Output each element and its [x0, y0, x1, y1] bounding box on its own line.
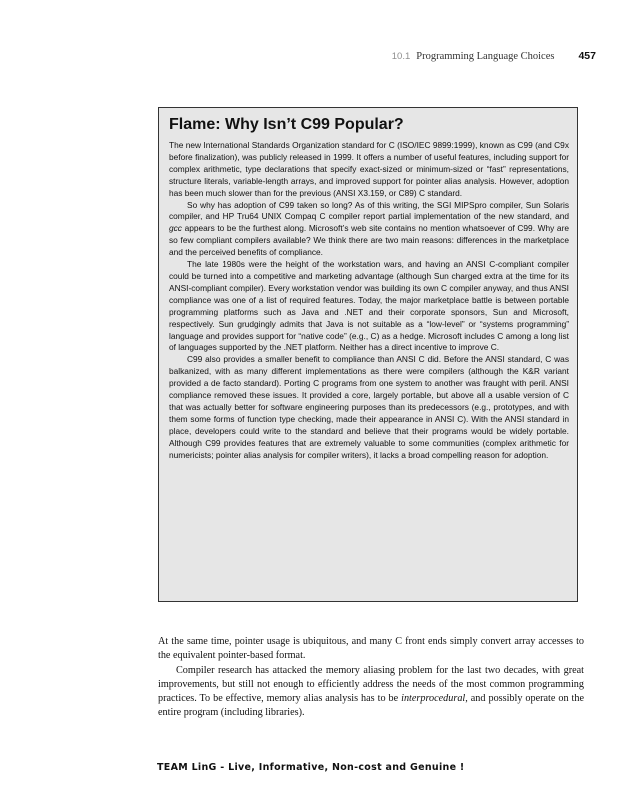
- body-paragraph-2-emphasis: interprocedural: [401, 693, 466, 705]
- sidebar-paragraph-4: C99 also provides a smaller benefit to compliance than ANSI C did. Before the ANSI standard, C was balkanized, with as many different implementations as there were compilers (although the K&R variant provided a de facto standard). Porting C programs from one system to another was fraught with peril. ANSI compliance removed these issues. It provided a core, largely portable, but above all a usable version of C that was actually better for software engineering purposes than its predecessors (e.g., prototypes, and with them some forms of function type checking, made their appearance in ANSI C). With the ANSI standard in place, developers could write to the standard and believe that their programs would be widely portable. Although C99 provides features that are extremely valuable to some communities (complex arithmetic for numericists; pointer alias analysis for compiler writers), it lacks a broad compelling reason for adoption.: [169, 354, 569, 460]
- running-header: [380, 50, 596, 62]
- running-title: Programming Language Choices: [416, 51, 555, 62]
- sidebar-paragraph-2-part-b: appears to be the furthest along. Microsoft’s web site contains no mention whatsoever of C99. Why are so few compliant compilers available? We think there are two main reasons: differences in the marketplace and the perceived benefits of compliance.: [169, 223, 569, 258]
- body-paragraph-2: [158, 664, 584, 721]
- page-number: 457: [578, 50, 596, 62]
- sidebar-paragraph-1: The new International Standards Organization standard for C (ISO/IEC 9899:1999), known as C99 (and C9x before finalization), was publicly released in 1999. It offers a number of useful features, including support for complex arithmetic, type declarations that specify exact-sized or minimum-sized or “fast” representations, structure literals, variable-length arrays, and improved support for pointer alias analysis. However, adoption has been much slower than for the previous (ANSI X3.159, or C89) C standard.: [169, 140, 569, 198]
- sidebar-paragraph-2-emphasis: gcc: [169, 223, 182, 234]
- sidebar-paragraph-2: [169, 200, 569, 260]
- sidebar-title: Flame: Why Isn’t C99 Popular?: [169, 116, 404, 133]
- sidebar-box: [158, 107, 578, 602]
- body-paragraph-1: At the same time, pointer usage is ubiquitous, and many C front ends simply convert array accesses to the equivalent pointer-based format.: [158, 636, 584, 662]
- section-number: 10.1: [391, 51, 411, 62]
- main-body-text: [158, 635, 584, 721]
- sidebar-paragraph-3: The late 1980s were the height of the workstation wars, and having an ANSI C-compliant compiler could be turned into a competitive and marketing advantage (although Sun charged extra at the time for its ANSI-compliant compiler). Every workstation vendor was building its own C compiler anyway, and thus ANSI compliance was one of a list of required features. Today, the major marketplace battle is between portable programming platforms such as Java and .NET and their corporate sponsors, Sun and Microsoft, respectively. Sun grudgingly admits that Java is not suitable as a “low-level” or “systems programming” language and provides support for “native code” (e.g., C) as a hedge. Microsoft includes C among a long list of languages supported by the .NET platform. Neither has a direct incentive to improve C.: [169, 259, 569, 353]
- sidebar-paragraph-2-part-a: So why has adoption of C99 taken so long? As of this writing, the SGI MIPSpro compiler, Sun Solaris compiler, and HP Tru64 UNIX Compaq C compiler report partial implementation of the new standard, and: [169, 199, 569, 222]
- footer-watermark: TEAM LinG - Live, Informative, Non-cost and Genuine !: [157, 762, 465, 773]
- body-paragraph-2-part-b: , and possibly operate on the entire program (including libraries).: [158, 693, 584, 719]
- body-paragraph-2-part-a: Compiler research has attacked the memory aliasing problem for the last two decades, with great improvements, but still not enough to efficiently address the needs of the most common programming practices. To be effective, memory alias analysis has to be: [158, 664, 584, 705]
